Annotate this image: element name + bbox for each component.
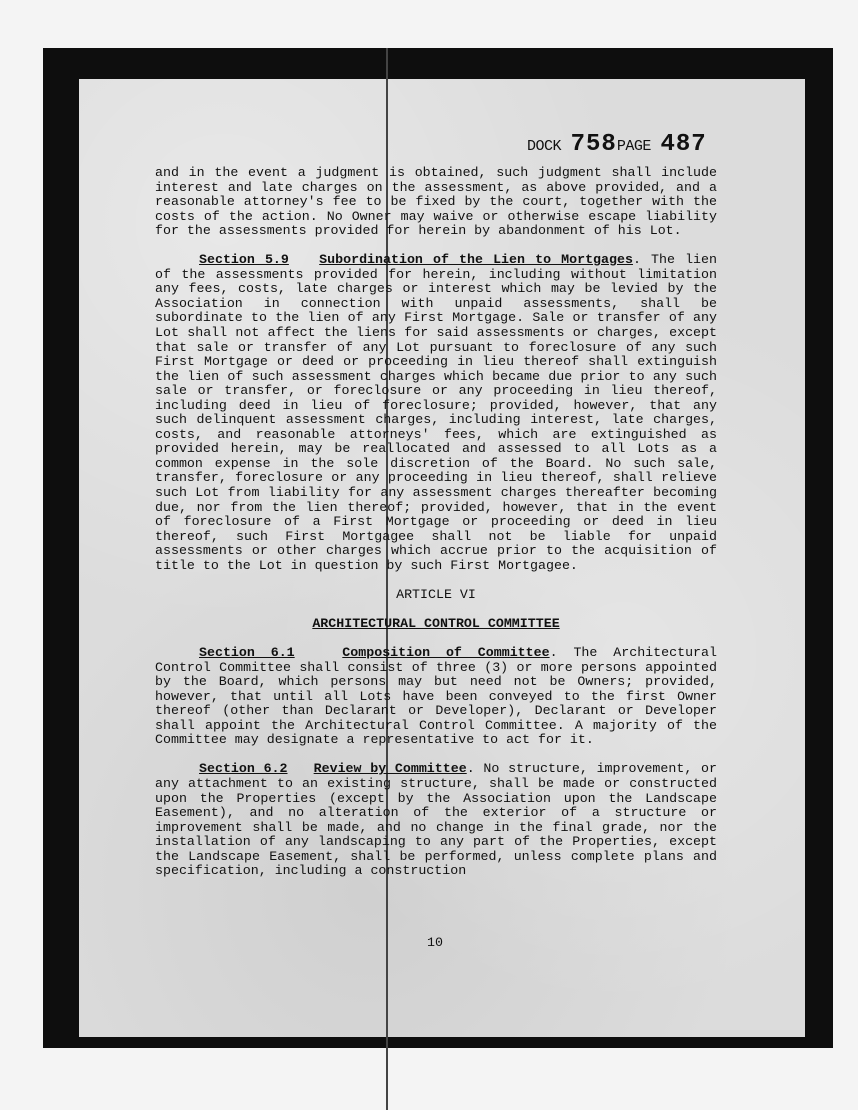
article-heading: ARTICLE VI: [396, 586, 476, 602]
section-6-1-paragraph: [155, 646, 717, 748]
continuation-paragraph: and in the event a judgment is obtained, such judgment shall include interest and late charges on the assessment, as above provided, and a reasonable attorney's fee to be fixed by the court, together with the costs of the action. No Owner may waive or otherwise escape liability for the assessments provided for herein by abandonment of his Lot.: [155, 165, 717, 239]
document-body: [155, 166, 717, 879]
section-text: . The Architectural Control Committee shall consist of three (3) or more persons appointed by the Board, which persons may but need not be Owners; provided, however, that until all Lots have been conveyed to the first Owner thereof (other than Declarant or Developer), Declarant or Developer shall appoint the Architectural Control Committee. A majority of the Committee may designate a representative to act for it.: [155, 645, 717, 748]
page-label: PAGE: [616, 138, 651, 155]
section-number: Section 6.1: [199, 645, 295, 661]
section-text: . No structure, improvement, or any attachment to an existing structure, shall be made or constructed upon the Properties (except by the Association upon the Landscape Easement), and no alteration of the exterior of a structure or improvement shall be made, and no change in the final grade, nor the installation of any landscaping to any part of the Properties, except the Landscape Easement, shall be performed, unless complete plans and specification, including a construction: [155, 761, 717, 879]
page-number: 10: [427, 935, 443, 950]
section-5-9-paragraph: [155, 253, 717, 573]
section-number: Section 6.2: [199, 761, 288, 777]
article-title-line: [155, 617, 717, 632]
section-title: Subordination of the Lien to Mortgages: [319, 252, 633, 268]
section-title: Composition of Committee: [342, 645, 550, 661]
section-title: Review by Committee: [313, 761, 467, 777]
recorded-page-number: 487: [660, 131, 707, 158]
article-title: ARCHITECTURAL CONTROL COMMITTEE: [312, 615, 560, 631]
book-label: DOCK: [527, 138, 562, 155]
section-number: Section 5.9: [199, 252, 289, 268]
recording-stamp: [527, 131, 727, 163]
section-6-2-paragraph: [155, 762, 717, 878]
book-number: 758: [570, 131, 617, 158]
section-text: . The lien of the assessments provided for herein, including without limitation any fees, costs, late charges or interest which may be levied by the Association in connection with unpaid assessments, shall be subordinate to the lien of any First Mortgage. Sale or transfer of any Lot shall not affect the liens for said assessments or charges, except that sale or transfer of any Lot pursuant to foreclosure of any such First Mortgage or deed or proceeding in lieu thereof shall extinguish the lien of such assessment charges which became due prior to any such sale or transfer, or foreclosure or any proceeding in lieu thereof, including deed in lieu of foreclosure; provided, however, that any such delinquent assessment charges, including interest, late charges, costs, and reasonable attorneys' fees, which are extinguished as provided herein, may be reallocated and assessed to all Lots as a common expense in the sole discretion of the Board. No such sale, transfer, foreclosure or any proceeding in lieu thereof, shall relieve such Lot from liability for any assessment charges thereafter becoming due, nor from the lien thereof; provided, however, that in the event of foreclosure of a First Mortgage or proceeding or deed in lieu thereof, such First Mortgagee shall not be liable for unpaid assessments or other charges which accrue prior to the acquisition of title to the Lot in question by such First Mortgagee.: [155, 252, 717, 573]
